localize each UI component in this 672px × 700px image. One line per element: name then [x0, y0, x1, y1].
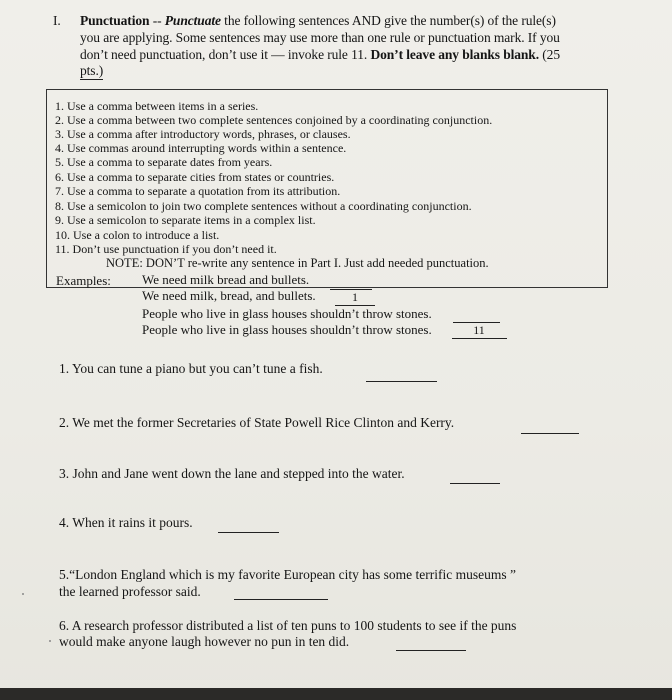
note-line: NOTE: DON’T re-write any sentence in Part I. Just add needed punctuation. — [106, 256, 489, 270]
question-4 — [59, 515, 193, 531]
question-6 — [59, 618, 516, 634]
instruction-line-1 — [80, 13, 556, 29]
rule-9: 9. Use a semicolon to separate items in a complex list. — [55, 213, 316, 227]
question-3-number: 3. — [59, 466, 70, 481]
rule-5: 5. Use a comma to separate dates from years. — [55, 155, 273, 169]
examples-label: Examples: — [56, 273, 111, 288]
question-2 — [59, 415, 454, 431]
rule-8: 8. Use a semicolon to join two complete sentences without a coordinating conjunction. — [55, 199, 472, 213]
rule-1: 1. Use a comma between items in a series. — [55, 99, 259, 113]
instruction-line-1-rest: the following sentences AND give the number(s) of the rule(s) — [224, 13, 556, 28]
example-2-text: We need milk, bread, and bullets. — [142, 288, 316, 303]
question-2-text: We met the former Secretaries of State Powell Rice Clinton and Kerry. — [72, 415, 455, 430]
question-3-text: John and Jane went down the lane and stepped into the water. — [72, 466, 405, 481]
rule-7: 7. Use a comma to separate a quotation from its attribution. — [55, 184, 341, 198]
instruction-line-3-a: don’t need punctuation, don’t use it — invoke rule 11. — [80, 47, 368, 62]
question-4-number: 4. — [59, 515, 70, 530]
example-4-blank — [452, 338, 507, 339]
paper-speck — [22, 593, 24, 595]
question-3 — [59, 466, 405, 482]
question-5-number: 5. — [59, 567, 70, 582]
instruction-line-4: pts.) — [80, 63, 104, 78]
instruction-line-3-b: (25 — [542, 47, 560, 62]
question-1-text: You can tune a piano but you can’t tune a fish. — [72, 361, 323, 376]
title-word: Punctuation — [80, 13, 150, 28]
rule-3: 3. Use a comma after introductory words, phrases, or clauses. — [55, 127, 351, 141]
question-6-number: 6. — [59, 618, 70, 633]
rule-6: 6. Use a comma to separate cities from states or countries. — [55, 170, 335, 184]
question-2-answer-blank[interactable] — [521, 433, 579, 434]
rule-11: 11. Don’t use punctuation if you don’t need it. — [55, 242, 277, 256]
example-1-text: We need milk bread and bullets. — [142, 272, 310, 287]
example-2-answer: 1 — [352, 290, 358, 304]
photo-background-edge — [0, 688, 672, 700]
example-4-answer: 11 — [473, 323, 485, 337]
question-6-line-2: would make anyone laugh however no pun in ten did. — [59, 634, 350, 649]
question-4-answer-blank[interactable] — [218, 532, 279, 533]
question-5-line-2: the learned professor said. — [59, 584, 201, 599]
question-1 — [59, 361, 323, 377]
question-6-text: A research professor distributed a list of ten puns to 100 students to see if the puns — [71, 618, 517, 633]
rule-4: 4. Use commas around interrupting words within a sentence. — [55, 141, 347, 155]
title-dashes: -- — [152, 13, 162, 28]
question-4-text: When it rains it pours. — [72, 515, 193, 530]
title-instruction: Punctuate — [164, 13, 221, 28]
example-3-text: People who live in glass houses shouldn’t throw stones. — [142, 306, 432, 321]
question-1-answer-blank[interactable] — [366, 381, 437, 382]
rule-10: 10. Use a colon to introduce a list. — [55, 228, 220, 242]
paper-speck — [49, 640, 51, 642]
question-6-answer-blank[interactable] — [396, 650, 466, 651]
question-3-answer-blank[interactable] — [450, 483, 500, 484]
instruction-bold-warning: Don’t leave any blanks blank. — [370, 47, 539, 62]
question-5 — [59, 567, 516, 583]
question-5-answer-blank[interactable] — [234, 599, 328, 600]
section-number: I. — [53, 13, 61, 28]
rule-2: 2. Use a comma between two complete sentences conjoined by a coordinating conjunction. — [55, 113, 493, 127]
instruction-line-3 — [80, 47, 560, 63]
example-4-text: People who live in glass houses shouldn’t throw stones. — [142, 322, 432, 337]
question-5-text: “London England which is my favorite European city has some terrific museums ” — [69, 567, 517, 582]
question-1-number: 1. — [59, 361, 70, 376]
question-2-number: 2. — [59, 415, 70, 430]
instruction-line-2: you are applying. Some sentences may use more than one rule or punctuation mark. If you — [80, 30, 560, 45]
